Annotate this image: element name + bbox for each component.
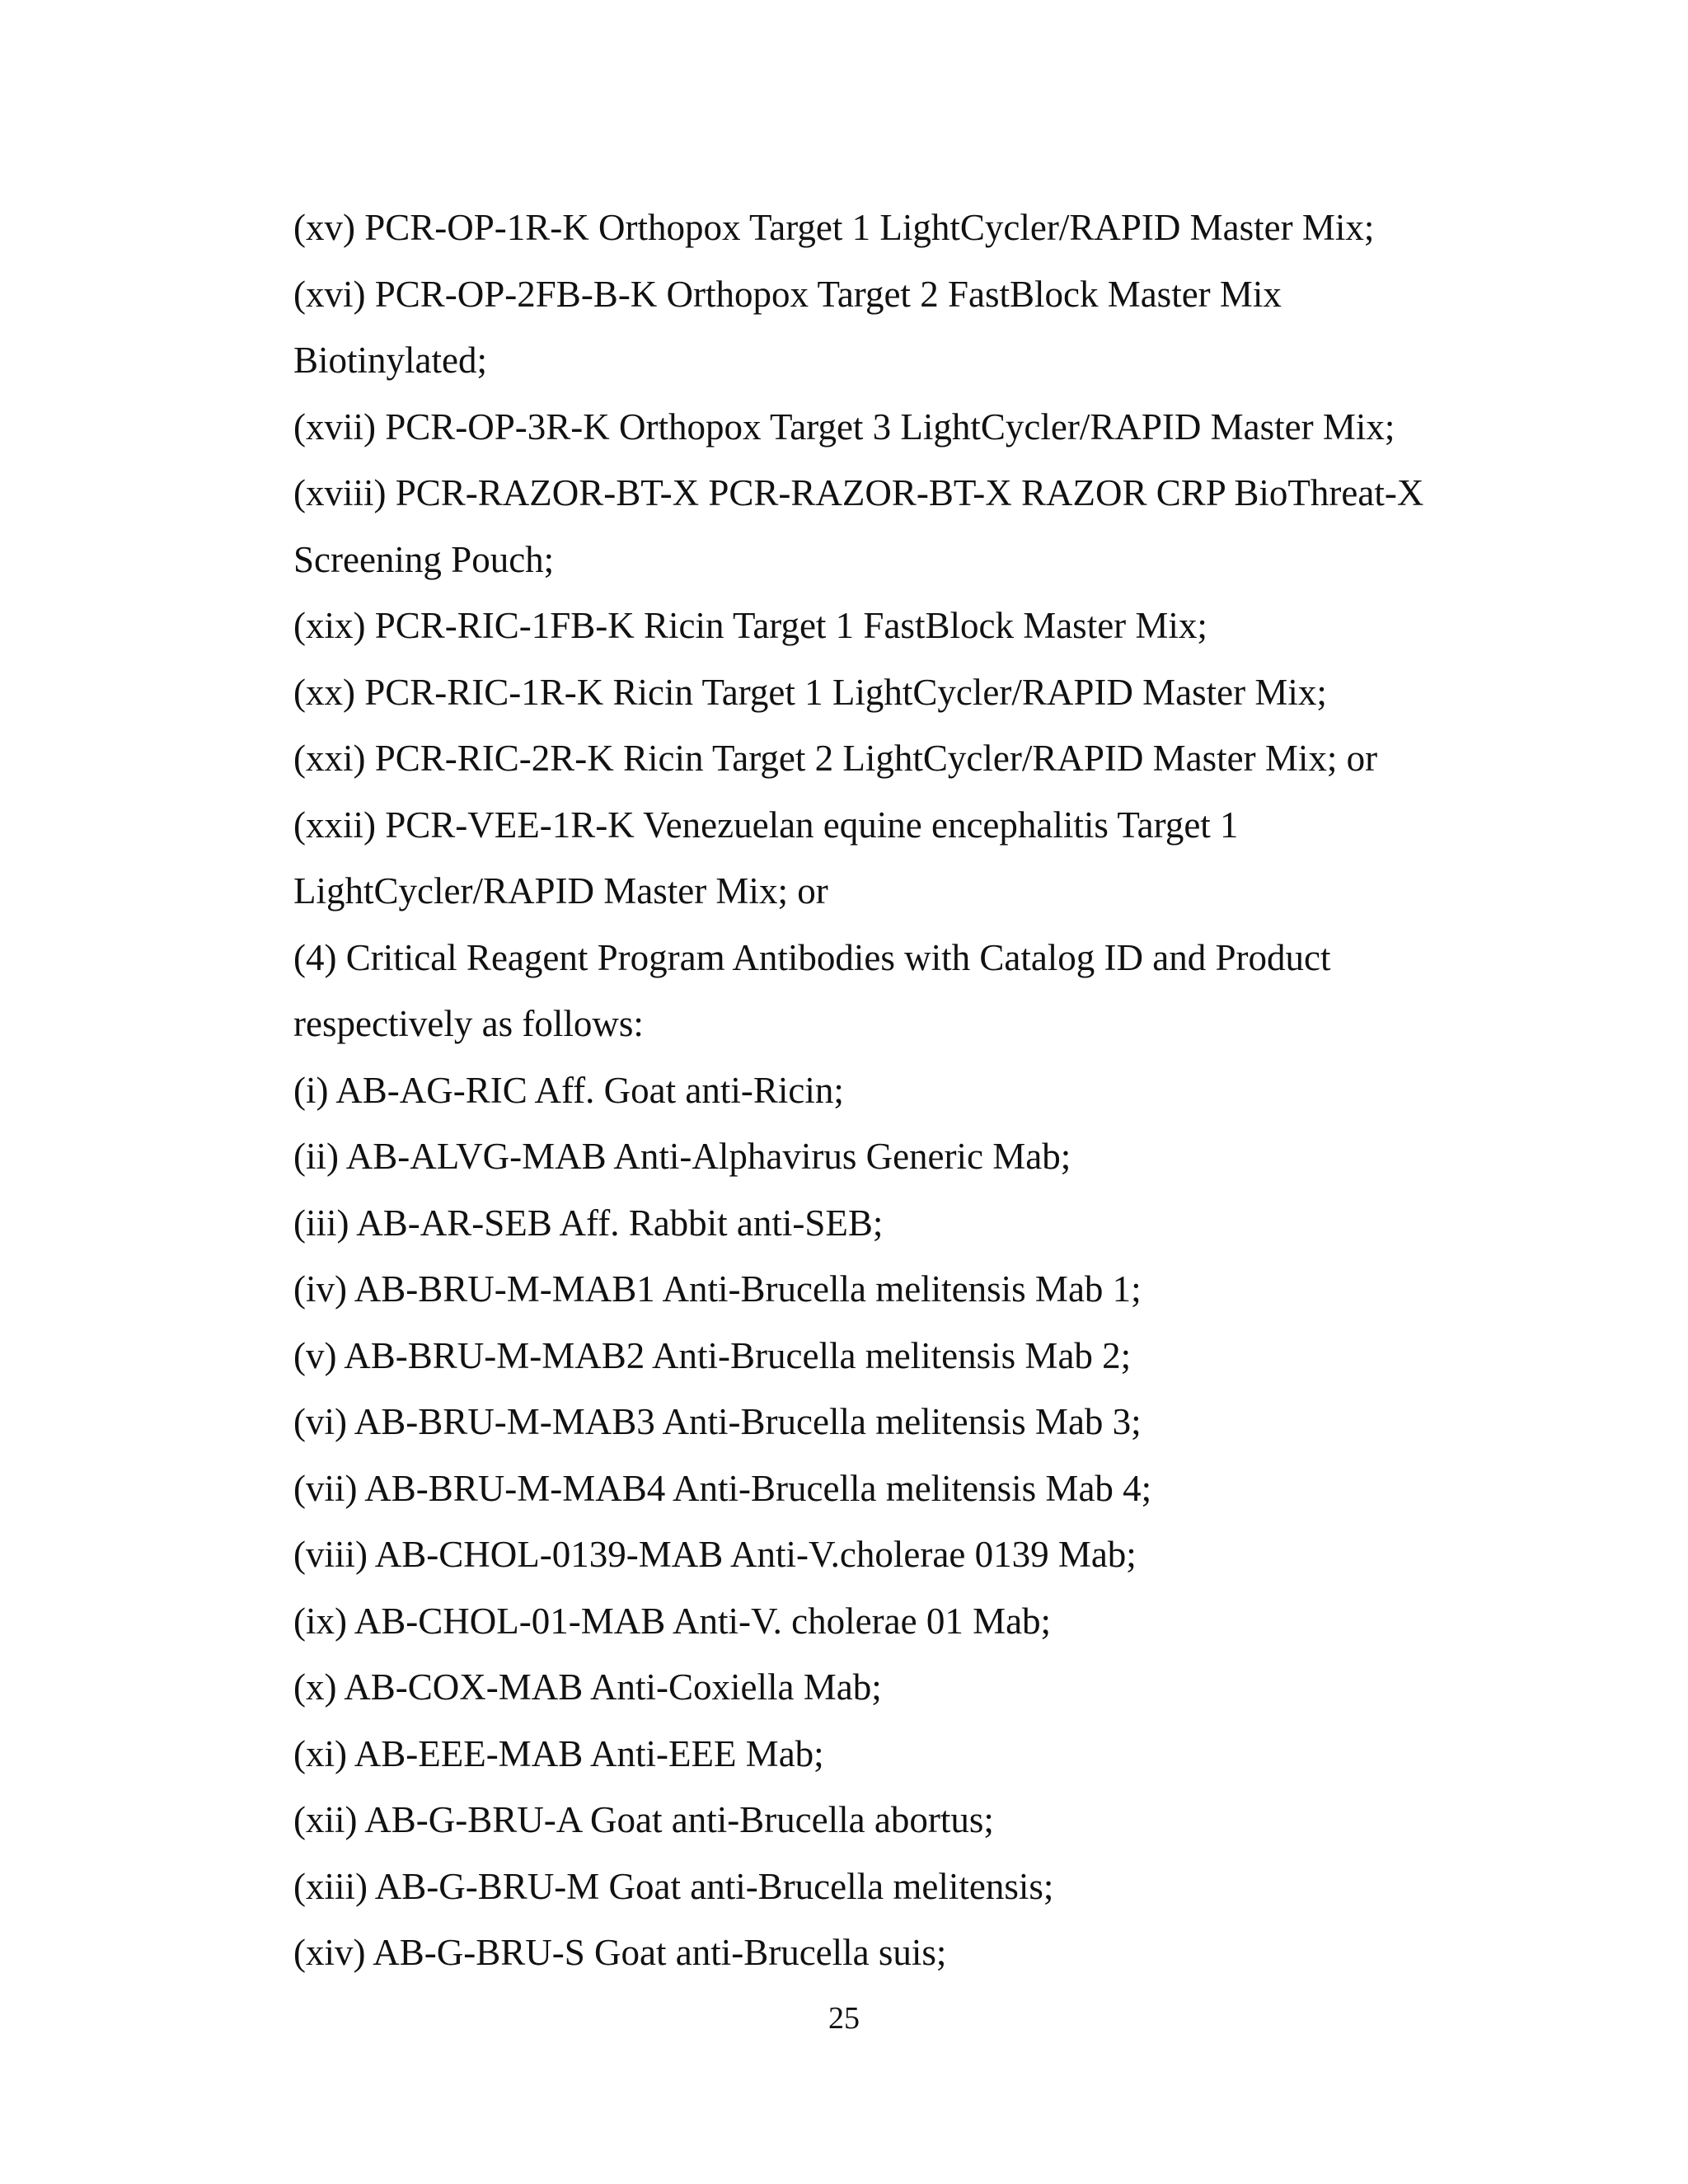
text-line: (xvi) PCR-OP-2FB-B-K Orthopox Target 2 FastBlock Master Mix [293, 273, 1282, 315]
document-body [293, 194, 1480, 1986]
text-line: (xxii) PCR-VEE-1R-K Venezuelan equine encephalitis Target 1 [293, 804, 1239, 846]
text-line: (xii) AB-G-BRU-A Goat anti-Brucella abortus; [293, 1799, 994, 1840]
text-line: (xv) PCR-OP-1R-K Orthopox Target 1 LightCycler/RAPID Master Mix; [293, 207, 1375, 248]
text-line: (xiv) AB-G-BRU-S Goat anti-Brucella suis; [293, 1932, 947, 1973]
text-line: (vii) AB-BRU-M-MAB4 Anti-Brucella melitensis Mab 4; [293, 1467, 1152, 1509]
text-line: (iii) AB-AR-SEB Aff. Rabbit anti-SEB; [293, 1202, 884, 1244]
text-line: Biotinylated; [293, 340, 487, 381]
text-line: (v) AB-BRU-M-MAB2 Anti-Brucella melitensis Mab 2; [293, 1334, 1132, 1376]
text-line: (ii) AB-ALVG-MAB Anti-Alphavirus Generic Mab; [293, 1136, 1071, 1177]
text-line: (xiii) AB-G-BRU-M Goat anti-Brucella melitensis; [293, 1865, 1054, 1907]
page-number: 25 [828, 2001, 860, 2036]
text-line: (x) AB-COX-MAB Anti-Coxiella Mab; [293, 1666, 882, 1708]
text-line: (iv) AB-BRU-M-MAB1 Anti-Brucella melitensis Mab 1; [293, 1268, 1142, 1310]
text-line: (xi) AB-EEE-MAB Anti-EEE Mab; [293, 1732, 824, 1774]
text-line: LightCycler/RAPID Master Mix; or [293, 870, 828, 912]
text-line: respectively as follows: [293, 1003, 644, 1044]
text-line: (ix) AB-CHOL-01-MAB Anti-V. cholerae 01 Mab; [293, 1600, 1052, 1642]
text-line: (vi) AB-BRU-M-MAB3 Anti-Brucella melitensis Mab 3; [293, 1401, 1142, 1442]
text-line: (xx) PCR-RIC-1R-K Ricin Target 1 LightCycler/RAPID Master Mix; [293, 671, 1327, 713]
text-line: Screening Pouch; [293, 538, 555, 580]
text-line: (viii) AB-CHOL-0139-MAB Anti-V.cholerae 0139 Mab; [293, 1534, 1137, 1575]
text-line: (xviii) PCR-RAZOR-BT-X PCR-RAZOR-BT-X RAZOR CRP BioThreat-X [293, 472, 1424, 513]
text-line: (xxi) PCR-RIC-2R-K Ricin Target 2 LightCycler/RAPID Master Mix; or [293, 738, 1378, 779]
text-line: (xvii) PCR-OP-3R-K Orthopox Target 3 LightCycler/RAPID Master Mix; [293, 405, 1395, 448]
text-line: (i) AB-AG-RIC Aff. Goat anti-Ricin; [293, 1069, 844, 1111]
text-line: (4) Critical Reagent Program Antibodies with Catalog ID and Product [293, 936, 1331, 978]
text-line: (xix) PCR-RIC-1FB-K Ricin Target 1 FastBlock Master Mix; [293, 605, 1207, 646]
